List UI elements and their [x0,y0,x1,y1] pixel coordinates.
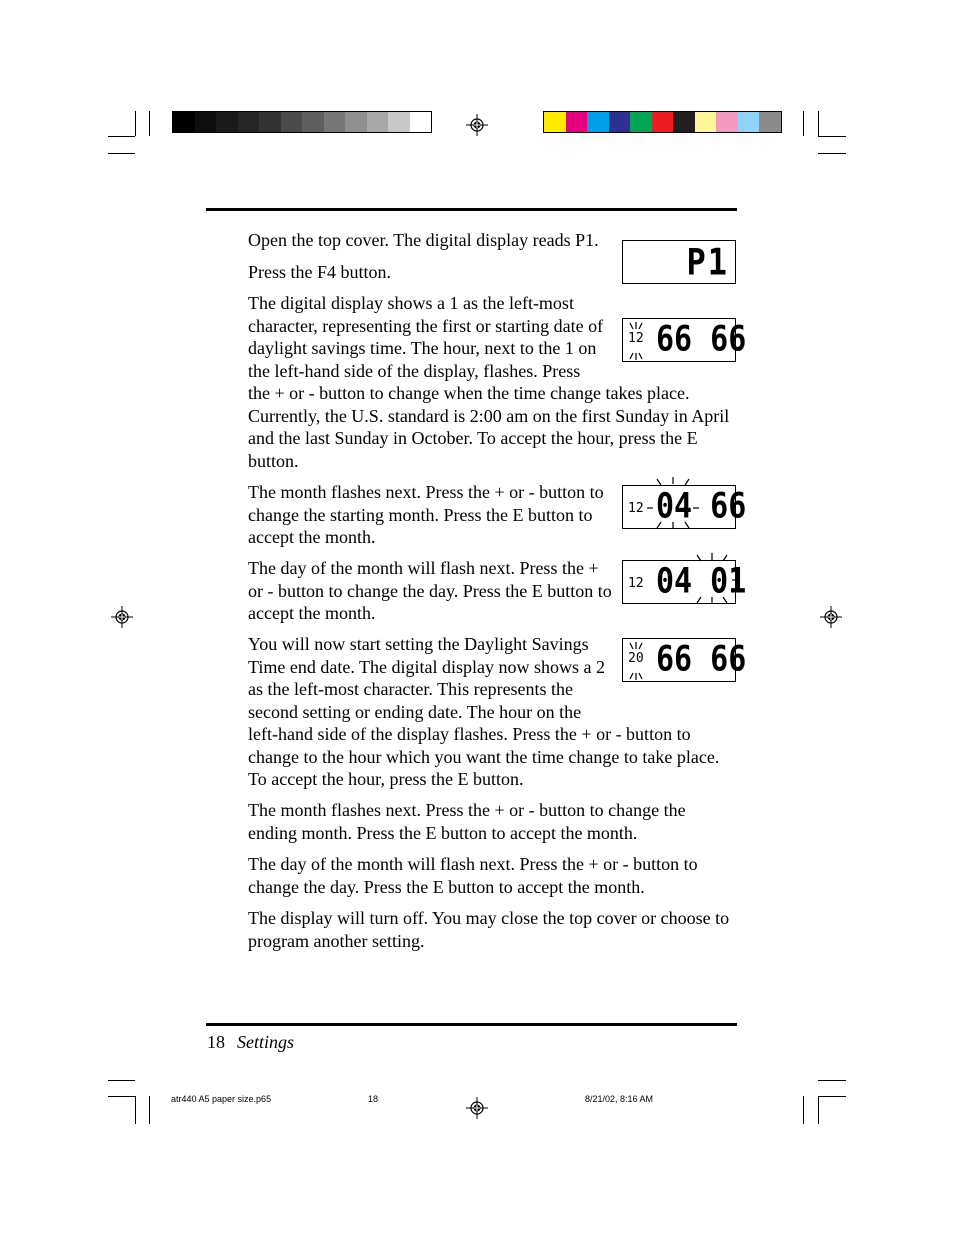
crop-mark [818,1080,846,1081]
gray-swatch [302,112,324,132]
gray-swatch [195,112,217,132]
gray-swatch [367,112,389,132]
crop-mark [818,153,846,154]
lcd-start-month-small: 12 [628,501,644,516]
color-swatch [652,112,674,132]
instruction-finish: The display will turn off. You may close the top cover or choose to program another setting. [248,908,730,951]
color-swatch [544,112,566,132]
crop-mark [803,111,804,136]
page-number: 18 [207,1032,225,1052]
instruction-start-day: The day of the month will flash next. Press the + or - button to change the day. Press the E button to accept the month. [248,558,612,623]
lcd-end-hour-readout: 66 66 [656,639,747,680]
instruction-start-hour: The digital display shows a 1 as the left-most character, representing the first or starting date of daylight savings time. The hour, next to the 1 on the left-hand side of the display, flashes. Press [248,293,604,381]
color-swatch [587,112,609,132]
crop-mark [135,1096,136,1124]
crop-mark [803,1096,804,1124]
header-rule [206,208,737,211]
crop-mark [818,136,846,137]
color-swatch [738,112,760,132]
color-swatch [759,112,781,132]
crop-mark [818,1096,819,1124]
crop-mark [135,111,136,136]
lcd-start-hour-small: 12 [628,331,644,346]
lcd-start-month-readout: 04 66 [656,486,747,527]
gray-swatch [324,112,346,132]
crop-mark [818,111,819,136]
lcd-p1-readout: P1 [686,240,729,284]
registration-mark-icon [820,606,842,628]
slug-filename: atr440 A5 paper size.p65 [171,1094,272,1104]
registration-mark-icon [111,606,133,628]
gray-swatch [238,112,260,132]
crop-mark [108,136,135,137]
instruction-end-month: The month flashes next. Press the + or - button to change the ending month. Press the E button to accept the month. [248,800,686,843]
lcd-display-p1 [622,240,736,284]
gray-swatch [410,112,432,132]
slug-date: 8/21/02, 8:16 AM [585,1094,654,1104]
instruction-end-hour: You will now start setting the Daylight Savings Time end date. The digital display now shows a 2 as the left-most character. This represents the second setting or ending date. The hour on the [248,634,605,722]
section-title: Settings [237,1032,294,1052]
lcd-start-hour-readout: 66 66 [656,319,747,360]
instruction-open-cover: Open the top cover. The digital display reads P1. [248,230,599,250]
lcd-end-hour-small: 20 [628,651,644,666]
instruction-end-hour-cont: left-hand side of the display flashes. Press the + or - button to change to the hour which you want the time change to take place. To accept the hour, press the E button. [248,724,720,789]
gray-swatch [259,112,281,132]
crop-mark [108,153,135,154]
gray-swatch [216,112,238,132]
registration-mark-icon [466,114,488,136]
registration-mark-icon [466,1097,488,1119]
gray-swatch [173,112,195,132]
color-swatch [716,112,738,132]
color-calibration-bar [543,111,782,133]
crop-mark [149,111,150,136]
color-swatch [609,112,631,132]
instruction-end-day: The day of the month will flash next. Press the + or - button to change the day. Press the E button to accept the month. [248,854,698,897]
gray-calibration-bar [172,111,432,133]
color-swatch [566,112,588,132]
gray-swatch [345,112,367,132]
gray-swatch [388,112,410,132]
crop-mark [818,1096,846,1097]
instruction-start-month: The month flashes next. Press the + or - button to change the starting month. Press the E button to accept the month. [248,482,604,547]
instruction-press-f4: Press the F4 button. [248,262,392,282]
gray-swatch [281,112,303,132]
lcd-display-start-month [622,485,747,529]
crop-mark [108,1096,135,1097]
lcd-start-day-readout: 04 01 [656,561,747,602]
color-swatch [695,112,717,132]
lcd-display-end-hour [622,638,747,682]
color-swatch [673,112,695,132]
crop-mark [108,1080,135,1081]
lcd-start-day-small: 12 [628,576,644,591]
slug-page: 18 [368,1094,379,1104]
crop-mark [149,1096,150,1124]
color-swatch [630,112,652,132]
lcd-display-start-day [622,560,747,604]
footer-rule [206,1023,737,1026]
instruction-start-hour-cont: the + or - button to change when the time change takes place. Currently, the U.S. standard is 2:00 am on the first Sunday in April and the last Sunday in October. To accept the hour, press the E button. [248,383,730,471]
lcd-display-start-hour [622,318,747,362]
